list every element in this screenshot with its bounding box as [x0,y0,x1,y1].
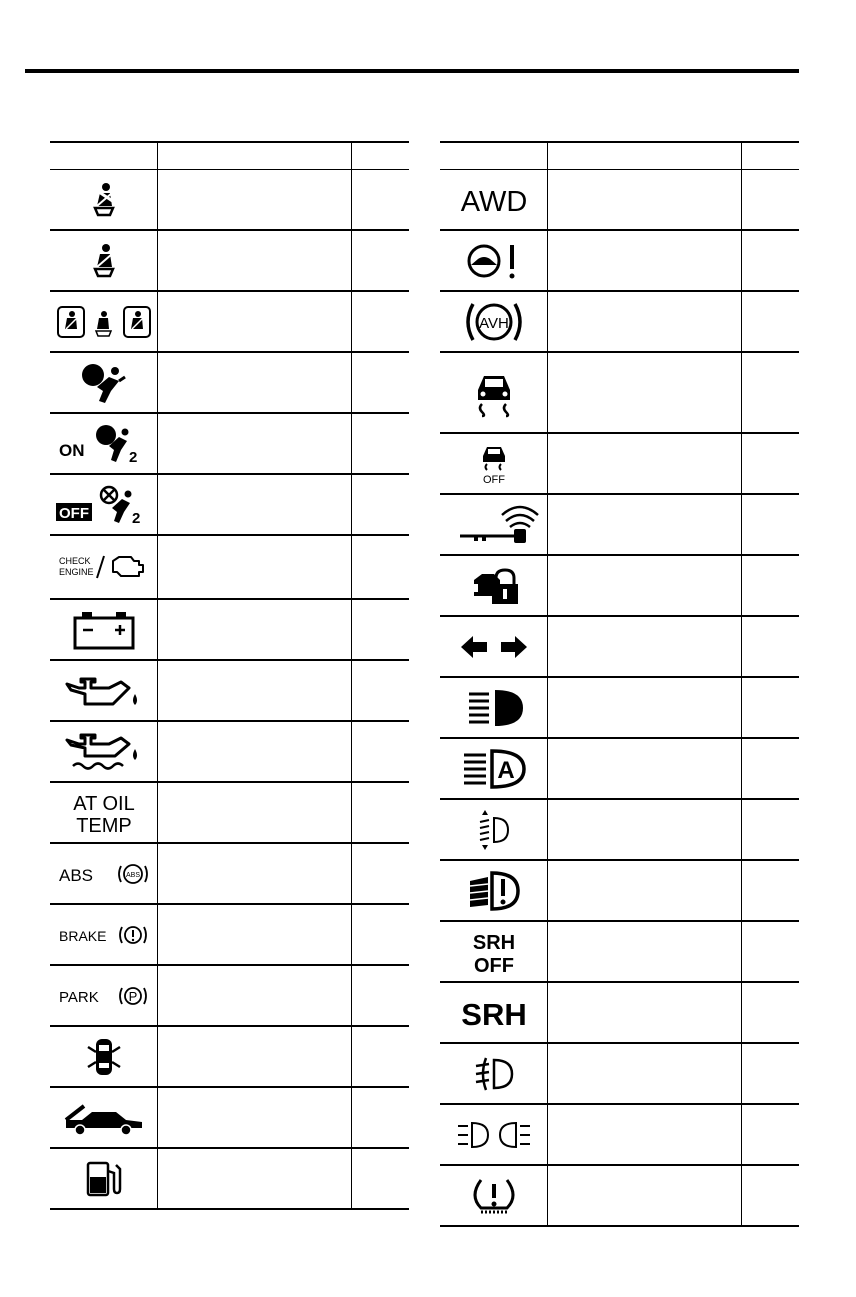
charging-system-icon [50,600,157,659]
passenger-number: 2 [131,509,140,527]
table-row [440,1044,799,1105]
seatbelt-reminder-icon [50,170,157,229]
table-row [50,722,409,783]
auto-brake-hold-icon [440,292,547,351]
airbag-icon [50,353,157,412]
table-row [50,844,409,905]
abs-circle-label: ABS [125,871,140,879]
table-row [440,1166,799,1227]
power-steering-icon [440,231,547,290]
indicator-table-left [50,141,409,1210]
seatbelt-passenger-icon [50,231,157,290]
table-row [50,661,409,722]
srh-label: SRH [460,996,527,1032]
table-row [440,1105,799,1166]
immobilizer-icon [440,495,547,554]
abs-label: ABS [58,865,93,885]
awd-icon [440,170,547,229]
table-row [440,983,799,1044]
passenger-airbag-off-icon [50,475,157,534]
low-oil-level-icon [50,722,157,781]
low-fuel-icon [50,1149,157,1208]
table-row [50,414,409,475]
table-header [50,141,409,170]
check-engine-label-line2: ENGINE [58,567,94,577]
hood-open-icon [50,1088,157,1147]
table-row [50,905,409,966]
top-rule [25,69,799,73]
table-header [440,141,799,170]
table-row [440,170,799,231]
table-row [440,495,799,556]
auto-high-beam-icon [440,739,547,798]
park-circle-label: P [128,988,137,1004]
avh-label: AVH [478,314,509,332]
srh-off-label-line1: SRH [472,931,515,954]
table-row [440,292,799,353]
at-oil-temp-label-line2: TEMP [75,814,132,837]
tire-pressure-icon [440,1166,547,1225]
indicator-table-right [440,141,799,1227]
table-row [50,1149,409,1210]
door-open-icon [50,1027,157,1086]
table-row [440,231,799,292]
table-row [50,353,409,414]
auto-high-beam-label: A [496,756,515,784]
table-row [440,739,799,800]
parking-lights-icon [440,1105,547,1164]
table-row [50,170,409,231]
table-row [50,600,409,661]
table-row [440,556,799,617]
passenger-airbag-on-icon [50,414,157,473]
table-row [50,231,409,292]
adaptive-headlight-warning-icon [440,861,547,920]
park-label: PARK [58,988,99,1006]
rear-seatbelt-icon [50,292,157,351]
check-engine-icon [50,536,157,598]
table-row [440,922,799,983]
srh-icon [440,983,547,1042]
table-row [50,536,409,600]
table-row [50,475,409,536]
abs-icon [50,844,157,903]
table-row [50,783,409,844]
table-row [440,800,799,861]
esc-off-label: OFF [482,473,505,486]
high-beam-icon [440,678,547,737]
at-oil-temp-label-line1: AT OIL [72,792,135,815]
srh-off-icon [440,922,547,981]
headlight-leveling-icon [440,800,547,859]
check-engine-label-line1: CHECK [58,556,91,566]
turn-signal-icon [440,617,547,676]
passenger-number: 2 [128,448,137,466]
table-row [50,1027,409,1088]
security-system-icon [440,556,547,615]
stability-control-icon [440,353,547,432]
table-row [440,617,799,678]
stability-control-off-icon [440,434,547,493]
table-row [50,966,409,1027]
table-row [440,861,799,922]
airbag-on-label: ON [58,440,84,460]
table-row [440,353,799,434]
oil-pressure-icon [50,661,157,720]
front-fog-light-icon [440,1044,547,1103]
srh-off-label-line2: OFF [473,954,514,977]
awd-label: AWD [460,185,527,218]
brake-label: BRAKE [58,927,106,944]
airbag-off-label: OFF [58,504,89,522]
at-oil-temp-icon [50,783,157,842]
table-row [440,678,799,739]
table-row [50,292,409,353]
brake-system-icon [50,905,157,964]
table-row [440,434,799,495]
parking-brake-icon [50,966,157,1025]
table-row [50,1088,409,1149]
